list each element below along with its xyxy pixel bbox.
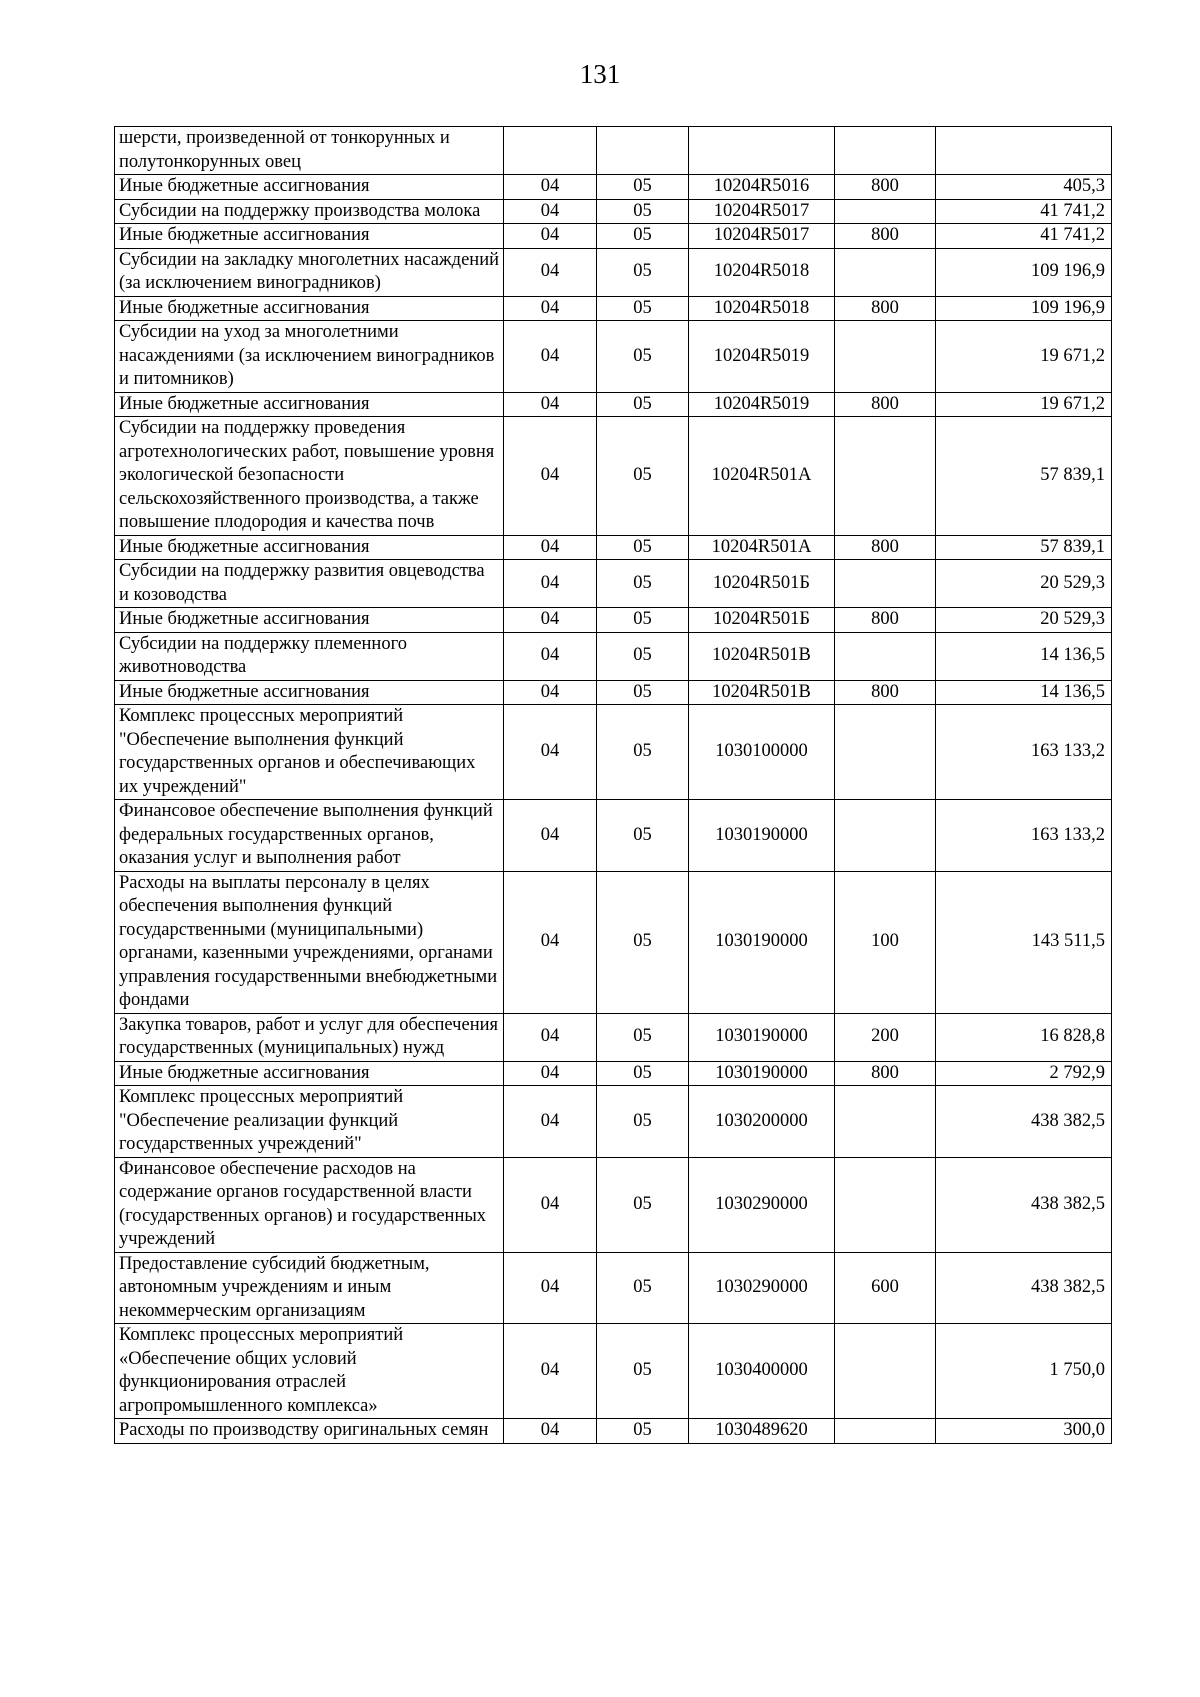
expense-name: Комплекс процессных мероприятий "Обеспечение выполнения функций государственных органов и обеспечивающих их учреждений" [115,705,504,800]
expense-type-code [835,800,936,872]
target-article-code: 10204R5016 [689,175,835,200]
expense-name: Комплекс процессных мероприятий «Обеспечение общих условий функционирования отраслей агропромышленного комплекса» [115,1324,504,1419]
target-article-code: 10204R5018 [689,296,835,321]
amount: 57 839,1 [936,535,1112,560]
section-code: 04 [504,1324,597,1419]
section-code: 04 [504,175,597,200]
target-article-code: 10204R501А [689,535,835,560]
expense-type-code [835,127,936,175]
target-article-code: 1030190000 [689,800,835,872]
section-code: 04 [504,321,597,393]
target-article-code: 10204R5019 [689,392,835,417]
section-code: 04 [504,392,597,417]
expense-type-code [835,1157,936,1252]
expense-name: Субсидии на поддержку племенного животноводства [115,632,504,680]
subsection-code: 05 [597,800,689,872]
amount: 2 792,9 [936,1061,1112,1086]
section-code: 04 [504,871,597,1013]
table-row [115,1157,1112,1252]
subsection-code: 05 [597,248,689,296]
section-code: 04 [504,705,597,800]
table-row [115,1419,1112,1444]
section-code: 04 [504,296,597,321]
amount: 20 529,3 [936,560,1112,608]
section-code: 04 [504,1419,597,1444]
expense-type-code [835,1086,936,1158]
expense-type-code: 600 [835,1252,936,1324]
expense-name: Иные бюджетные ассигнования [115,680,504,705]
expense-name: Иные бюджетные ассигнования [115,535,504,560]
section-code: 04 [504,1252,597,1324]
expense-name: Расходы по производству оригинальных семян [115,1419,504,1444]
expense-name: Субсидии на уход за многолетними насаждениями (за исключением виноградников и питомников) [115,321,504,393]
expense-type-code [835,705,936,800]
expense-type-code [835,1419,936,1444]
target-article-code: 1030489620 [689,1419,835,1444]
table-row [115,1061,1112,1086]
subsection-code: 05 [597,392,689,417]
table-row [115,1013,1112,1061]
expense-name: Финансовое обеспечение выполнения функций федеральных государственных органов, оказания услуг и выполнения работ [115,800,504,872]
target-article-code: 1030290000 [689,1157,835,1252]
amount: 438 382,5 [936,1252,1112,1324]
expense-type-code [835,560,936,608]
expense-name: Иные бюджетные ассигнования [115,1061,504,1086]
section-code: 04 [504,248,597,296]
expense-name: Субсидии на поддержку проведения агротехнологических работ, повышение уровня экологической безопасности сельскохозяйственного производства, а также повышение плодородия и качества почв [115,417,504,536]
section-code: 04 [504,535,597,560]
table-row [115,224,1112,249]
section-code: 04 [504,1013,597,1061]
expense-type-code: 800 [835,392,936,417]
section-code: 04 [504,800,597,872]
table-row [115,175,1112,200]
subsection-code: 05 [597,871,689,1013]
expense-type-code: 800 [835,608,936,633]
subsection-code: 05 [597,199,689,224]
subsection-code: 05 [597,632,689,680]
expense-name: Иные бюджетные ассигнования [115,608,504,633]
table-row [115,705,1112,800]
expense-name: Иные бюджетные ассигнования [115,224,504,249]
expense-name: Комплекс процессных мероприятий "Обеспечение реализации функций государственных учреждений" [115,1086,504,1158]
table-row [115,632,1112,680]
subsection-code: 05 [597,1324,689,1419]
table-row [115,1252,1112,1324]
section-code: 04 [504,224,597,249]
subsection-code: 05 [597,224,689,249]
table-row [115,1086,1112,1158]
section-code: 04 [504,1086,597,1158]
section-code: 04 [504,632,597,680]
amount: 438 382,5 [936,1086,1112,1158]
subsection-code: 05 [597,1157,689,1252]
amount: 109 196,9 [936,296,1112,321]
expense-type-code [835,632,936,680]
expense-type-code: 100 [835,871,936,1013]
amount: 57 839,1 [936,417,1112,536]
amount: 19 671,2 [936,392,1112,417]
amount: 41 741,2 [936,199,1112,224]
amount: 20 529,3 [936,608,1112,633]
amount: 438 382,5 [936,1157,1112,1252]
section-code: 04 [504,560,597,608]
table-row [115,417,1112,536]
subsection-code: 05 [597,608,689,633]
expense-name: Расходы на выплаты персоналу в целях обеспечения выполнения функций государственными (муниципальными) органами, казенными учреждениями, органами управления государственными внебюджетными фондами [115,871,504,1013]
amount: 143 511,5 [936,871,1112,1013]
target-article-code: 1030190000 [689,1013,835,1061]
expense-type-code: 800 [835,224,936,249]
amount: 163 133,2 [936,800,1112,872]
subsection-code: 05 [597,1061,689,1086]
expense-name: Субсидии на поддержку производства молока [115,199,504,224]
expense-type-code: 200 [835,1013,936,1061]
table-row [115,680,1112,705]
subsection-code: 05 [597,1419,689,1444]
section-code [504,127,597,175]
table-row [115,535,1112,560]
target-article-code: 10204R501А [689,417,835,536]
expense-name: Иные бюджетные ассигнования [115,296,504,321]
page-number: 131 [579,59,621,89]
subsection-code: 05 [597,417,689,536]
target-article-code: 1030190000 [689,1061,835,1086]
table-row [115,871,1112,1013]
section-code: 04 [504,199,597,224]
target-article-code: 10204R501Б [689,560,835,608]
table-row [115,199,1112,224]
expense-type-code [835,1324,936,1419]
amount: 300,0 [936,1419,1112,1444]
subsection-code: 05 [597,1086,689,1158]
section-code: 04 [504,1157,597,1252]
subsection-code: 05 [597,535,689,560]
target-article-code: 1030190000 [689,871,835,1013]
subsection-code: 05 [597,680,689,705]
target-article-code: 1030290000 [689,1252,835,1324]
amount: 109 196,9 [936,248,1112,296]
subsection-code: 05 [597,1013,689,1061]
amount: 16 828,8 [936,1013,1112,1061]
section-code: 04 [504,608,597,633]
amount: 405,3 [936,175,1112,200]
table-row [115,248,1112,296]
expense-type-code: 800 [835,175,936,200]
expense-type-code: 800 [835,535,936,560]
expense-type-code [835,199,936,224]
amount: 14 136,5 [936,680,1112,705]
target-article-code: 1030100000 [689,705,835,800]
target-article-code: 10204R5018 [689,248,835,296]
table-row [115,1324,1112,1419]
budget-table-body [115,127,1112,1444]
expense-name: Иные бюджетные ассигнования [115,175,504,200]
expense-name: Субсидии на поддержку развития овцеводства и козоводства [115,560,504,608]
expense-type-code [835,248,936,296]
expense-type-code: 800 [835,296,936,321]
target-article-code: 10204R501Б [689,608,835,633]
target-article-code [689,127,835,175]
table-row [115,800,1112,872]
table-row [115,321,1112,393]
expense-name: Субсидии на закладку многолетних насаждений (за исключением виноградников) [115,248,504,296]
table-row [115,392,1112,417]
subsection-code: 05 [597,296,689,321]
table-row [115,608,1112,633]
table-row [115,296,1112,321]
section-code: 04 [504,417,597,536]
target-article-code: 10204R501В [689,680,835,705]
amount: 14 136,5 [936,632,1112,680]
subsection-code [597,127,689,175]
table-row [115,560,1112,608]
amount: 41 741,2 [936,224,1112,249]
subsection-code: 05 [597,705,689,800]
target-article-code: 1030400000 [689,1324,835,1419]
target-article-code: 10204R5017 [689,199,835,224]
subsection-code: 05 [597,1252,689,1324]
expense-type-code [835,321,936,393]
budget-table [114,126,1112,1444]
expense-type-code [835,417,936,536]
expense-type-code: 800 [835,680,936,705]
amount: 19 671,2 [936,321,1112,393]
expense-name: Финансовое обеспечение расходов на содержание органов государственной власти (государственных органов) и государственных учреждений [115,1157,504,1252]
subsection-code: 05 [597,175,689,200]
expense-name: Иные бюджетные ассигнования [115,392,504,417]
target-article-code: 1030200000 [689,1086,835,1158]
target-article-code: 10204R501В [689,632,835,680]
target-article-code: 10204R5019 [689,321,835,393]
expense-name: Закупка товаров, работ и услуг для обеспечения государственных (муниципальных) нужд [115,1013,504,1061]
amount [936,127,1112,175]
expense-name: Предоставление субсидий бюджетным, автономным учреждениям и иным некоммерческим организациям [115,1252,504,1324]
section-code: 04 [504,680,597,705]
subsection-code: 05 [597,321,689,393]
table-row [115,127,1112,175]
expense-name: шерсти, произведенной от тонкорунных и полутонкорунных овец [115,127,504,175]
expense-type-code: 800 [835,1061,936,1086]
amount: 1 750,0 [936,1324,1112,1419]
subsection-code: 05 [597,560,689,608]
section-code: 04 [504,1061,597,1086]
target-article-code: 10204R5017 [689,224,835,249]
amount: 163 133,2 [936,705,1112,800]
